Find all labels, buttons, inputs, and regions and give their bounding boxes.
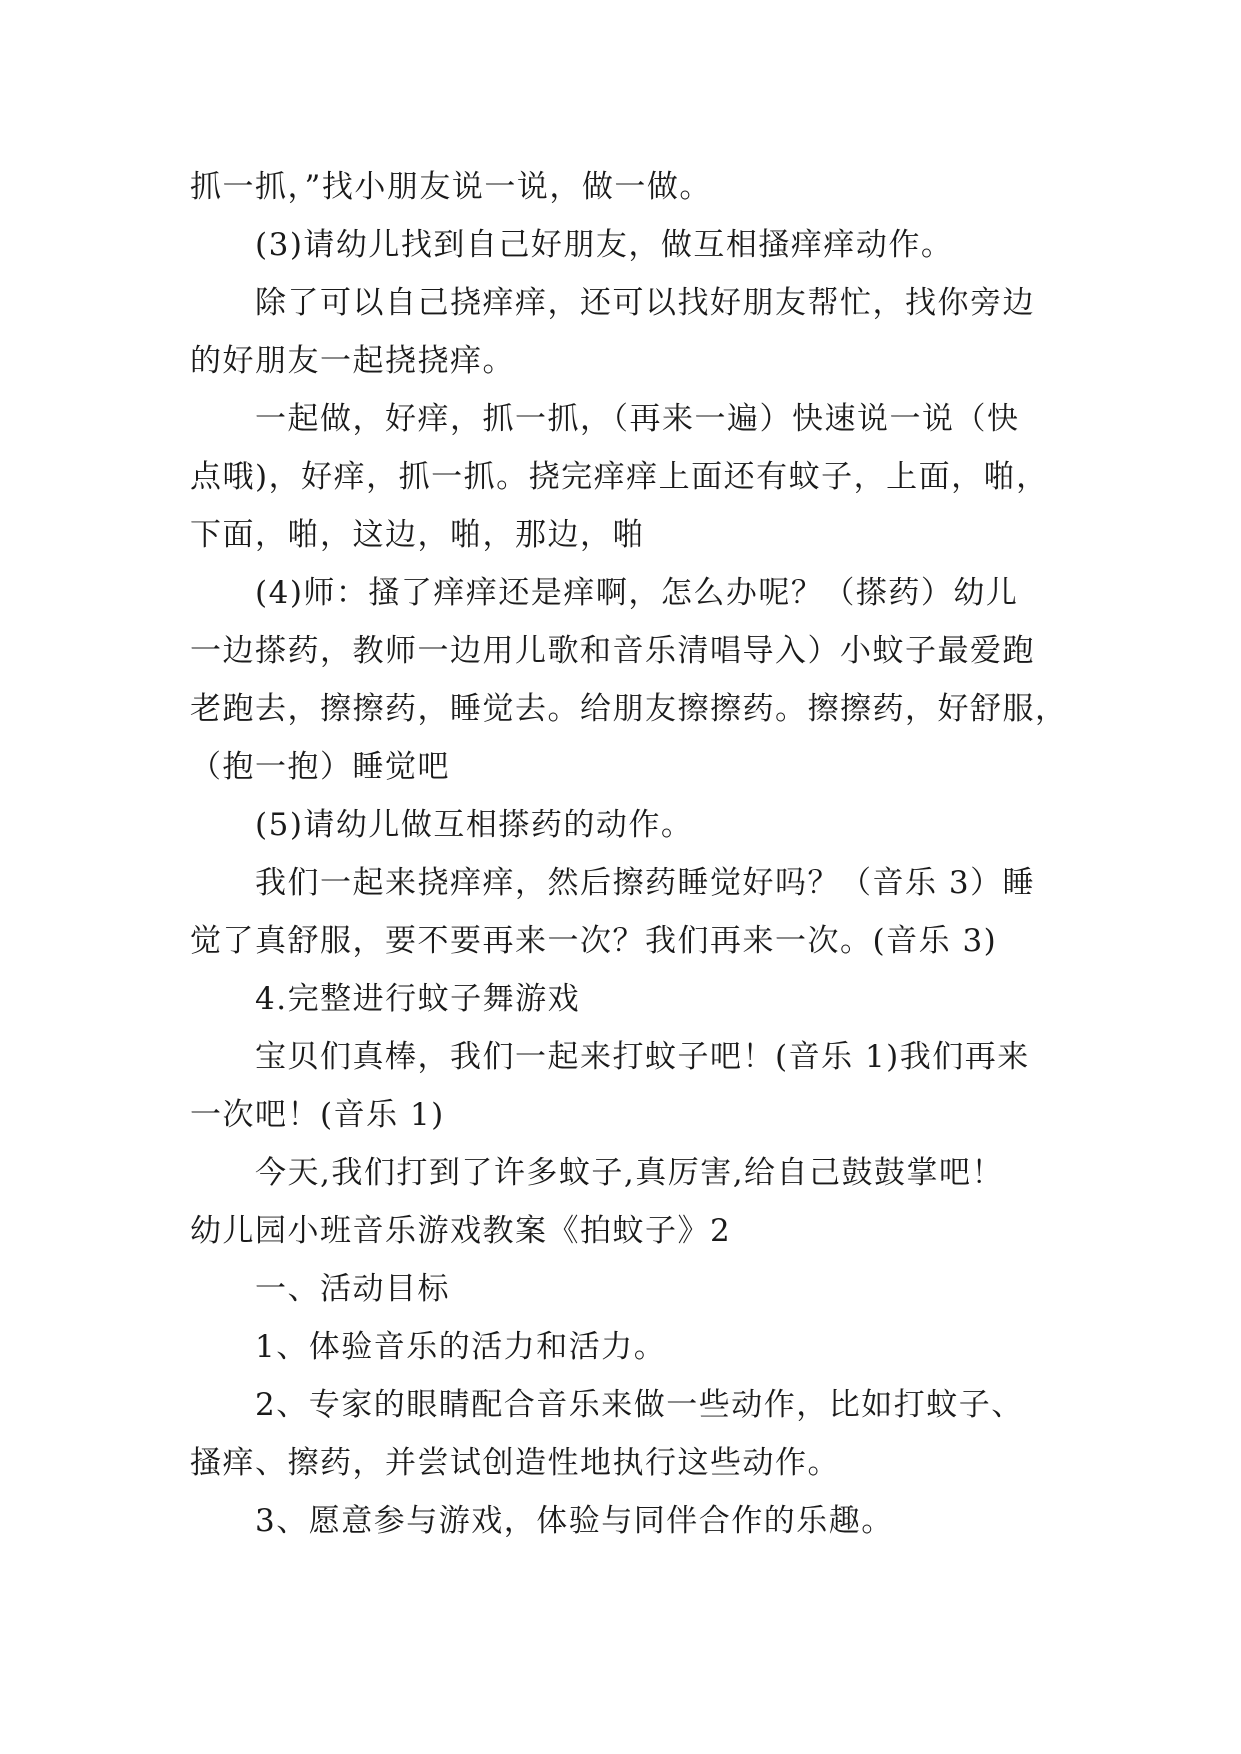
text-line: (3)请幼儿找到自己好朋友，做互相搔痒痒动作。 [255, 227, 954, 263]
text-line: （抱一抱）睡觉吧 [190, 749, 450, 785]
text-line: 我们一起来挠痒痒，然后擦药睡觉好吗？（音乐 3）睡 [255, 865, 1036, 901]
text-line: 今天,我们打到了许多蚊子,真厉害,给自己鼓鼓掌吧！ [255, 1155, 1005, 1191]
text-line: 一边搽药，教师一边用儿歌和音乐清唱导入）小蚊子最爱跑 [190, 633, 1035, 669]
section-heading: 一、活动目标 [255, 1271, 450, 1307]
list-item: 1、体验音乐的活力和活力。 [255, 1329, 667, 1365]
list-item: 2、专家的眼睛配合音乐来做一些动作，比如打蚊子、 [255, 1387, 1024, 1423]
text-line: 老跑去，擦擦药，睡觉去。给朋友擦擦药。擦擦药，好舒服， [190, 691, 1068, 727]
text-line: 搔痒、擦药，并尝试创造性地执行这些动作。 [190, 1445, 840, 1481]
text-line: 点哦)，好痒，抓一抓。挠完痒痒上面还有蚊子，上面，啪， [190, 459, 1049, 495]
document-body [190, 158, 1068, 1550]
text-line: 一起做，好痒，抓一抓，（再来一遍）快速说一说（快 [255, 401, 1020, 437]
text-line: 抓一抓，”找小朋友说一说，做一做。 [190, 169, 712, 205]
text-line: 的好朋友一起挠挠痒。 [190, 343, 515, 379]
text-line: 除了可以自己挠痒痒，还可以找好朋友帮忙，找你旁边 [255, 285, 1035, 321]
text-line: (5)请幼儿做互相搽药的动作。 [255, 807, 694, 843]
list-item: 3、愿意参与游戏，体验与同伴合作的乐趣。 [255, 1503, 894, 1539]
text-line: 一次吧！(音乐 1) [190, 1097, 445, 1133]
text-line: (4)师：搔了痒痒还是痒啊，怎么办呢？（搽药）幼儿 [255, 575, 1019, 611]
document-title: 幼儿园小班音乐游戏教案《拍蚊子》2 [190, 1213, 732, 1249]
text-line: 下面，啪，这边，啪，那边，啪 [190, 517, 645, 553]
text-line: 宝贝们真棒，我们一起来打蚊子吧！(音乐 1)我们再来 [255, 1039, 1030, 1075]
text-line: 觉了真舒服，要不要再来一次？我们再来一次。(音乐 3) [190, 923, 998, 959]
section-heading: 4.完整进行蚊子舞游戏 [255, 981, 581, 1017]
